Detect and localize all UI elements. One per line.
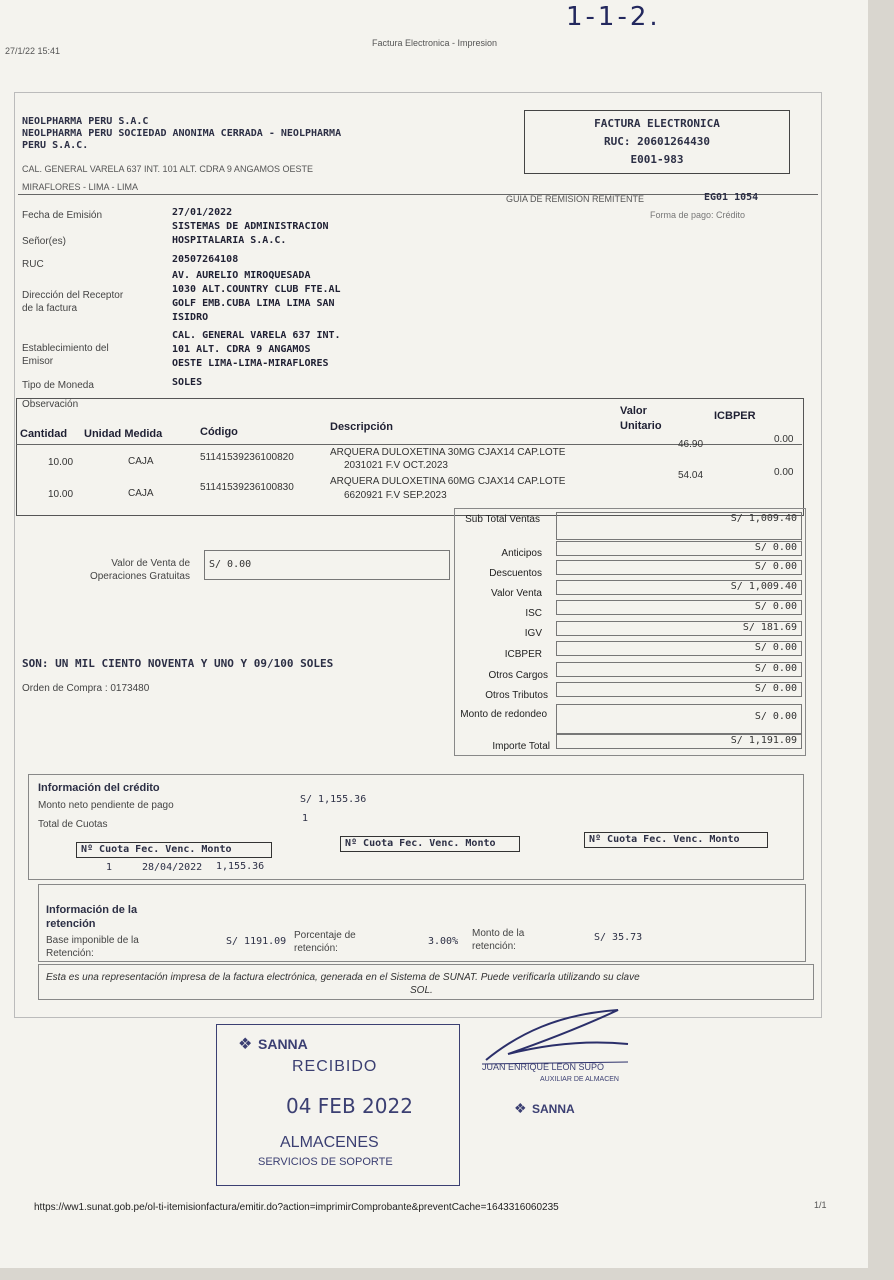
total-label-descuentos: Descuentos — [489, 568, 542, 579]
total-label-otros-tributos: Otros Tributos — [485, 690, 548, 701]
issuer-name: NEOLPHARMA PERU S.A.C — [22, 116, 149, 127]
total-label-isc: ISC — [525, 608, 542, 619]
issuer-legal-name-2: PERU S.A.C. — [22, 140, 89, 151]
establecimiento-label-2: Emisor — [22, 356, 54, 367]
print-page-count: 1/1 — [814, 1200, 827, 1210]
total-value-subtotal: S/ 1,009.40 — [556, 512, 802, 540]
direccion-4: ISIDRO — [172, 312, 209, 323]
stamp-sub: SERVICIOS DE SOPORTE — [258, 1156, 393, 1168]
row1-valor: 46.90 — [678, 439, 704, 450]
total-label-valor-venta: Valor Venta — [491, 588, 542, 599]
cuota-row-number: 1 — [106, 862, 113, 873]
guia-label: GUIA DE REMISION REMITENTE — [506, 194, 645, 204]
moneda-label: Tipo de Moneda — [22, 380, 94, 391]
stamp-date: 04 FEB 2022 — [286, 1094, 413, 1118]
total-value-descuentos: S/ 0.00 — [556, 560, 802, 575]
credit-pending-label: Monto neto pendiente de pago — [38, 800, 174, 811]
direccion-1: AV. AURELIO MIROQUESADA — [172, 270, 311, 281]
signature-brand: SANNA — [532, 1102, 575, 1116]
footer-note-sol: SOL. — [410, 985, 433, 996]
stamp-recibido: RECIBIDO — [292, 1058, 378, 1075]
cuota-header-2 — [340, 836, 520, 852]
cuota-header-1 — [76, 842, 272, 858]
retencion-title-2: retención — [46, 918, 96, 930]
retencion-base-label-1: Base imponible de la — [46, 935, 139, 946]
col-unidad: Unidad Medida — [84, 428, 163, 440]
direccion-label-1: Dirección del Receptor — [22, 290, 124, 301]
row2-unidad: CAJA — [128, 488, 154, 499]
credit-title: Información del crédito — [38, 782, 160, 794]
fecha-label: Fecha de Emisión — [22, 210, 103, 221]
col-valor-1: Valor — [620, 405, 647, 417]
retencion-pct-value: 3.00% — [428, 936, 459, 947]
retencion-base-label-2: Retención: — [46, 948, 94, 959]
cuota-header-text-3: Nº Cuota Fec. Venc. Monto — [589, 834, 740, 845]
total-value-otros-tributos: S/ 0.00 — [556, 682, 802, 697]
print-datetime: 27/1/22 15:41 — [5, 46, 61, 56]
col-descripcion: Descripción — [330, 421, 393, 433]
total-value-importe: S/ 1,191.09 — [556, 734, 802, 749]
cuota-header-3 — [584, 832, 768, 848]
cuota-row-date: 28/04/2022 — [142, 862, 203, 873]
invoice-type: FACTURA ELECTRONICA — [594, 117, 720, 130]
total-value-otros-cargos: S/ 0.00 — [556, 662, 802, 677]
row1-unidad: CAJA — [128, 456, 154, 467]
stamp-brand: SANNA — [258, 1036, 308, 1052]
establecimiento-1: CAL. GENERAL VARELA 637 INT. — [172, 330, 341, 341]
credit-cuotas-label: Total de Cuotas — [38, 819, 108, 830]
guia-value: EG01 1054 — [704, 192, 759, 203]
col-cantidad: Cantidad — [20, 428, 68, 440]
cuota-row-amount: 1,155.36 — [216, 861, 265, 872]
footer-note: Esta es una representación impresa de la factura electrónica, generada en el Sistema de SUNAT. Puede verificarla utilizando su clave — [46, 972, 640, 983]
signature-role: AUXILIAR DE ALMACEN — [540, 1076, 619, 1083]
amount-in-words: SON: UN MIL CIENTO NOVENTA Y UNO Y 09/100 SOLES — [22, 657, 334, 670]
retencion-monto-label-1: Monto de la — [472, 928, 525, 939]
total-label-otros-cargos: Otros Cargos — [488, 670, 548, 681]
gratuitas-value: S/ 0.00 — [209, 559, 252, 570]
print-page-title: Factura Electronica - Impresion — [372, 38, 498, 48]
moneda-value: SOLES — [172, 377, 203, 388]
row1-cantidad: 10.00 — [48, 457, 74, 468]
gratuitas-box — [204, 550, 450, 580]
row2-cantidad: 10.00 — [48, 489, 74, 500]
ruc-value: 20507264108 — [172, 254, 239, 265]
senor-value-1: SISTEMAS DE ADMINISTRACION — [172, 221, 329, 232]
establecimiento-2: 101 ALT. CDRA 9 ANGAMOS — [172, 344, 311, 355]
total-value-redondeo: S/ 0.00 — [556, 704, 802, 734]
row2-desc-2: 6620921 F.V SEP.2023 — [344, 490, 447, 501]
retencion-title-1: Información de la — [46, 904, 138, 916]
credit-cuotas-value: 1 — [302, 813, 309, 824]
total-value-igv: S/ 181.69 — [556, 621, 802, 636]
col-icbper: ICBPER — [714, 410, 756, 422]
direccion-3: GOLF EMB.CUBA LIMA LIMA SAN — [172, 298, 335, 309]
row1-desc-2: 2031021 F.V OCT.2023 — [344, 460, 448, 471]
row2-desc-1: ARQUERA DULOXETINA 60MG CJAX14 CAP.LOTE — [330, 476, 566, 487]
total-value-isc: S/ 0.00 — [556, 600, 802, 615]
gratuitas-label-2: Operaciones Gratuitas — [89, 571, 190, 582]
credit-pending-value: S/ 1,155.36 — [300, 794, 367, 805]
total-label-importe: Importe Total — [492, 741, 550, 752]
total-label-subtotal: Sub Total Ventas — [465, 514, 540, 525]
total-label-icbper: ICBPER — [504, 649, 542, 660]
retencion-monto-value: S/ 35.73 — [594, 932, 643, 943]
row2-codigo: 51141539236100830 — [200, 482, 294, 493]
col-codigo: Código — [200, 426, 238, 438]
retencion-base-value: S/ 1191.09 — [226, 936, 287, 947]
total-value-valor-venta: S/ 1,009.40 — [556, 580, 802, 595]
retencion-panel — [38, 884, 806, 962]
sanna-logo-icon: ❖ — [514, 1100, 527, 1116]
issuer-ruc: RUC: 20601264430 — [604, 135, 710, 148]
cuota-header-text-2: Nº Cuota Fec. Venc. Monto — [345, 838, 496, 849]
retencion-monto-label-2: retención: — [472, 941, 516, 952]
invoice-number: E001-983 — [630, 153, 684, 166]
signature-mark — [478, 1004, 638, 1068]
sanna-logo-icon: ❖ — [238, 1036, 253, 1053]
issuer-address: CAL. GENERAL VARELA 637 INT. 101 ALT. CDRA 9 ANGAMOS OESTE — [22, 164, 313, 174]
direccion-label-2: de la factura — [22, 303, 78, 314]
senor-label: Señor(es) — [22, 236, 66, 247]
signature-name: JUAN ENRIQUE LEON SUPO — [482, 1062, 605, 1072]
total-value-icbper: S/ 0.00 — [556, 641, 802, 656]
establecimiento-3: OESTE LIMA-LIMA-MIRAFLORES — [172, 358, 329, 369]
total-label-anticipos: Anticipos — [501, 548, 542, 559]
total-label-igv: IGV — [524, 628, 542, 639]
row1-desc-1: ARQUERA DULOXETINA 30MG CJAX14 CAP.LOTE — [330, 447, 566, 458]
handwritten-note: 1-1-2. — [566, 2, 661, 32]
col-valor-2: Unitario — [620, 420, 662, 432]
row2-valor: 54.04 — [678, 470, 704, 481]
row1-codigo: 51141539236100820 — [200, 452, 294, 463]
observacion-label: Observación — [22, 399, 79, 410]
divider — [18, 194, 818, 195]
direccion-2: 1030 ALT.COUNTRY CLUB FTE.AL — [172, 284, 341, 295]
stamp-dept: ALMACENES — [280, 1134, 379, 1151]
row1-icbper: 0.00 — [774, 434, 794, 445]
retencion-pct-label-1: Porcentaje de — [294, 930, 356, 941]
senor-value-2: HOSPITALARIA S.A.C. — [172, 235, 287, 246]
print-url: https://ww1.sunat.gob.pe/ol-ti-itemisionfactura/emitir.do?action=imprimirComprobante&preventCache=1643316060235 — [34, 1202, 559, 1213]
total-label-redondeo: Monto de redondeo — [460, 709, 547, 720]
gratuitas-label-1: Valor de Venta de — [111, 558, 190, 569]
total-value-anticipos: S/ 0.00 — [556, 541, 802, 556]
issuer-legal-name: NEOLPHARMA PERU SOCIEDAD ANONIMA CERRADA - NEOLPHARMA — [22, 128, 342, 139]
issuer-city: MIRAFLORES - LIMA - LIMA — [22, 182, 139, 192]
ruc-label: RUC — [22, 259, 44, 270]
orden-compra: Orden de Compra : 0173480 — [22, 683, 150, 694]
establecimiento-label-1: Establecimiento del — [22, 343, 109, 354]
cuota-header-text-1: Nº Cuota Fec. Venc. Monto — [81, 844, 232, 855]
row2-icbper: 0.00 — [774, 467, 794, 478]
forma-pago: Forma de pago: Crédito — [650, 210, 746, 220]
invoice-id-box — [524, 110, 790, 174]
retencion-pct-label-2: retención: — [294, 943, 338, 954]
fecha-value: 27/01/2022 — [172, 207, 233, 218]
